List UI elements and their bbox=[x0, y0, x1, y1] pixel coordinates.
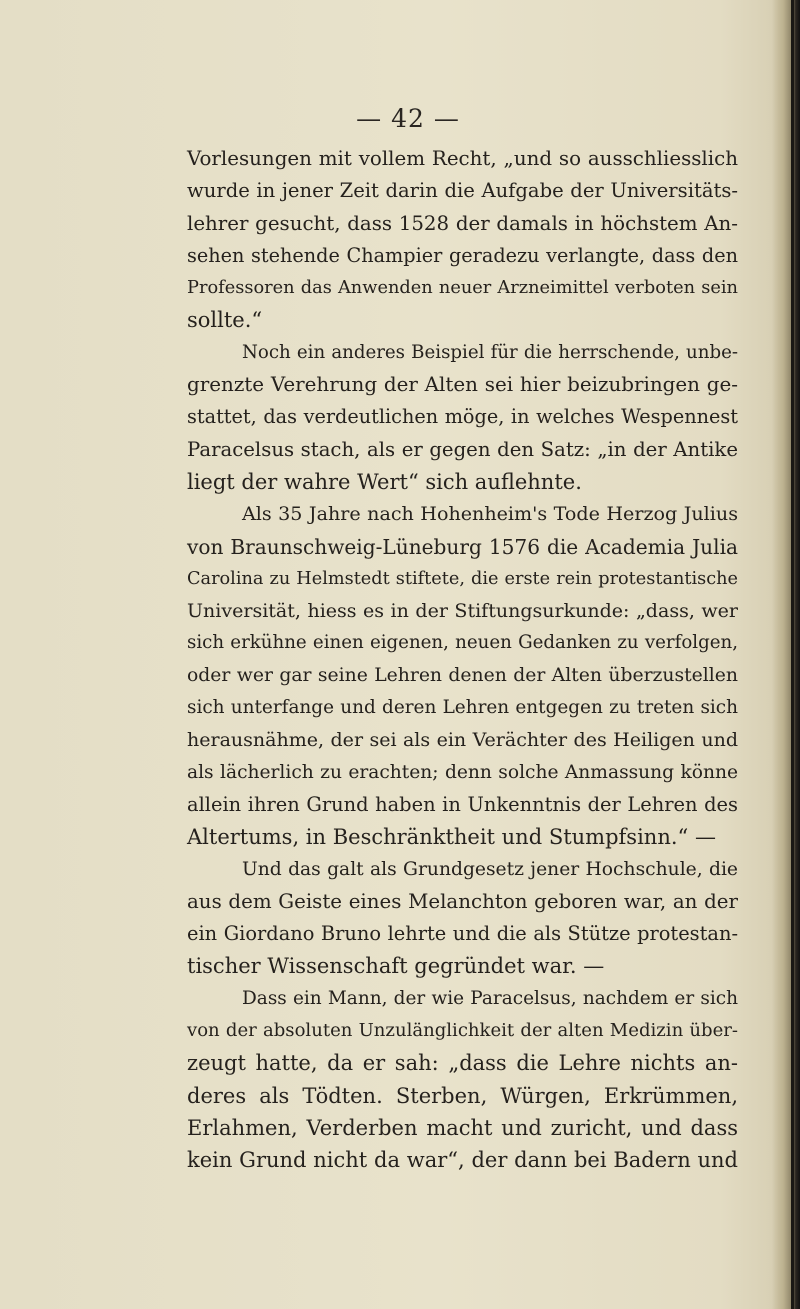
text-line: Vorlesungen mit vollem Recht, „und so ausschliesslich bbox=[187, 147, 738, 170]
text-line: Dass ein Mann, der wie Paracelsus, nachdem er sich bbox=[242, 987, 738, 1009]
body-text bbox=[187, 143, 738, 1177]
text-line: Carolina zu Helmstedt stiftete, die erste rein protestantische bbox=[187, 568, 738, 589]
text-line: von der absoluten Unzulänglichkeit der alten Medizin über- bbox=[187, 1020, 738, 1042]
text-line: als lächerlich zu erachten; denn solche Anmassung könne bbox=[187, 761, 738, 783]
text-line: Als 35 Jahre nach Hohenheim's Tode Herzog Julius bbox=[242, 502, 738, 526]
text-line: Universität, hiess es in der Stiftungsurkunde: „dass, wer bbox=[187, 600, 738, 623]
page-edge-shadow bbox=[772, 0, 800, 1309]
text-line: Professoren das Anwenden neuer Arzneimittel verboten sein bbox=[187, 278, 738, 299]
text-line: sich erkühne einen eigenen, neuen Gedanken zu verfolgen, bbox=[187, 632, 738, 654]
text-line: oder wer gar seine Lehren denen der Alten überzustellen bbox=[187, 664, 738, 686]
text-line: wurde in jener Zeit darin die Aufgabe der Universitäts- bbox=[187, 179, 738, 203]
text-line: Noch ein anderes Beispiel für die herrschende, unbe- bbox=[242, 341, 738, 363]
text-line: Erlahmen, Verderben macht und zuricht, und dass bbox=[187, 1115, 738, 1140]
text-line: lehrer gesucht, dass 1528 der damals in höchstem An- bbox=[187, 211, 738, 235]
text-line: Und das galt als Grundgesetz jener Hochschule, die bbox=[242, 858, 738, 880]
text-line: Altertums, in Beschränktheit und Stumpfsinn.“ — bbox=[187, 825, 716, 850]
text-line: liegt der wahre Wert“ sich auflehnte. bbox=[187, 469, 582, 494]
page-number: — 42 — bbox=[356, 104, 460, 133]
text-line: aus dem Geiste eines Melanchton geboren war, an der bbox=[187, 889, 738, 913]
text-line: grenzte Verehrung der Alten sei hier beizubringen ge- bbox=[187, 373, 738, 397]
text-line: zeugt hatte, da er sah: „dass die Lehre nichts an- bbox=[187, 1051, 738, 1076]
text-line: herausnähme, der sei als ein Verächter des Heiligen und bbox=[187, 729, 738, 752]
page-edge-line bbox=[791, 0, 794, 1309]
text-line: ein Giordano Bruno lehrte und die als Stütze protestan- bbox=[187, 922, 738, 946]
text-line: Paracelsus stach, als er gegen den Satz: „in der Antike bbox=[187, 437, 738, 461]
text-line: stattet, das verdeutlichen möge, in welches Wespennest bbox=[187, 405, 738, 429]
text-line: kein Grund nicht da war“, der dann bei Badern und bbox=[187, 1148, 738, 1173]
text-line: tischer Wissenschaft gegründet war. — bbox=[187, 954, 605, 979]
text-line: deres als Tödten. Sterben, Würgen, Erkrümmen, bbox=[187, 1083, 738, 1108]
text-line: von Braunschweig-Lüneburg 1576 die Academia Julia bbox=[187, 534, 738, 559]
text-line: sehen stehende Champier geradezu verlangte, dass den bbox=[187, 243, 738, 267]
text-line: allein ihren Grund haben in Unkenntnis der Lehren des bbox=[187, 792, 738, 816]
text-line: sollte.“ bbox=[187, 308, 263, 333]
text-line: sich unterfange und deren Lehren entgegen zu treten sich bbox=[187, 697, 738, 719]
